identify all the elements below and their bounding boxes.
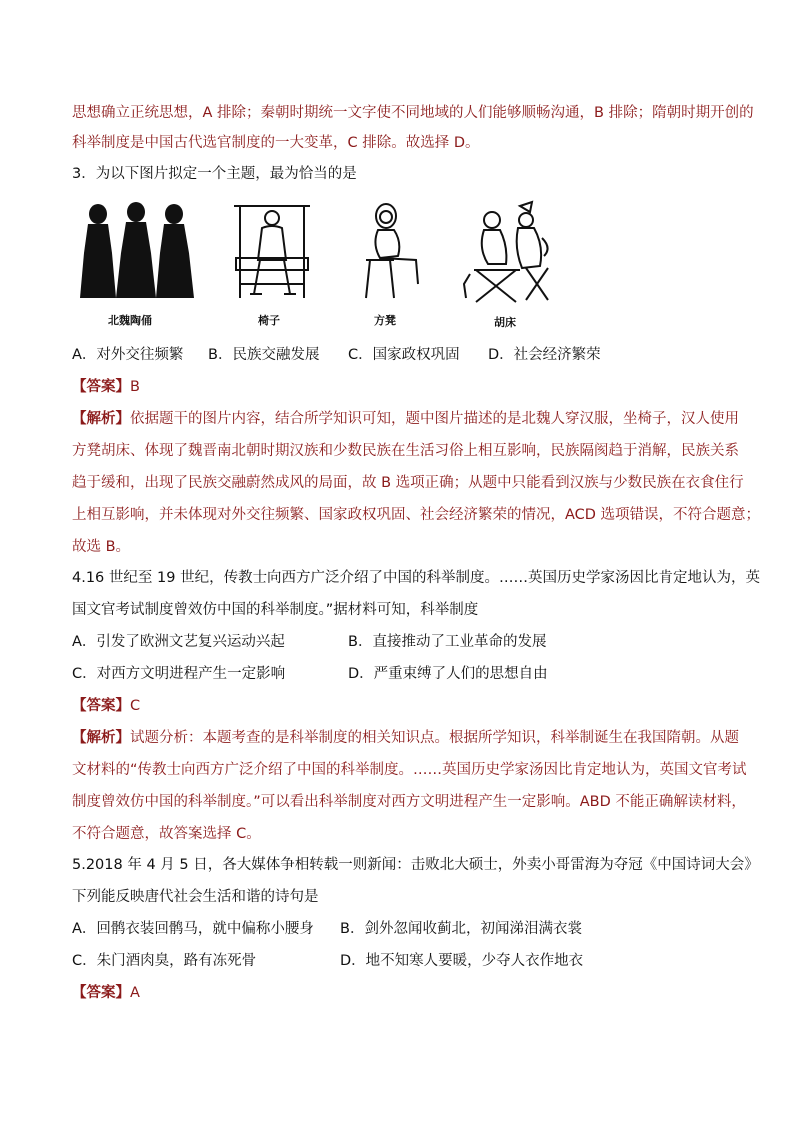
question-5-stem-2: 下列能反映唐代社会生活和谐的诗句是 bbox=[72, 889, 319, 905]
q4-option-c: C．对西方文明进程产生一定影响 bbox=[72, 666, 286, 682]
q4-option-a: A．引发了欧洲文艺复兴运动兴起 bbox=[72, 634, 285, 650]
question-4-stem-1: 4.16 世纪至 19 世纪，传教士向西方广泛介绍了中国的科举制度。……英国历史学家汤因比肯定地认为，英 bbox=[72, 570, 761, 586]
figurines-image bbox=[76, 198, 198, 308]
q5-option-b: B．剑外忽闻收蓟北，初闻涕泪满衣裳 bbox=[340, 921, 582, 937]
prev-explanation-line-1: 思想确立正统思想，A 排除；秦朝时期统一文字使不同地域的人们能够顺畅沟通，B 排除；隋朝时期开创的 bbox=[72, 105, 754, 121]
q3-answer bbox=[72, 377, 732, 397]
q4-answer-tag: 【答案】 bbox=[72, 698, 130, 714]
q5-option-a: A．回鹘衣装回鹘马，就中偏称小腰身 bbox=[72, 921, 314, 937]
q4-analysis-line-2: 文材料的“传教士向西方广泛介绍了中国的科举制度。……英国历史学家汤因比肯定地认为，英国文官考试 bbox=[72, 762, 747, 778]
stool-image bbox=[352, 198, 428, 308]
prev-explanation-line-2: 科举制度是中国古代选官制度的一大变革，C 排除。故选择 D。 bbox=[72, 135, 480, 151]
chair-image bbox=[226, 198, 318, 308]
q4-analysis-line-4: 不符合题意，故答案选择 C。 bbox=[72, 826, 261, 842]
q3-analysis-line-4: 上相互影响，并未体现对外交往频繁、国家政权巩固、社会经济繁荣的情况，ACD 选项错误，不符合题意； bbox=[72, 507, 761, 523]
question-5-stem-1: 5.2018 年 4 月 5 日，各大媒体争相转载一则新闻：击败北大硕士，外卖小哥雷海为夺冠《中国诗词大会》 bbox=[72, 857, 759, 873]
question-4-stem-2: 国文官考试制度曾效仿中国的科举制度。”据材料可知，科举制度 bbox=[72, 602, 479, 618]
q4-analysis-line-1 bbox=[72, 728, 739, 748]
q3-answer-value: B bbox=[130, 379, 140, 395]
q3-analysis-line-3: 趋于缓和，出现了民族交融蔚然成风的局面，故 B 选项正确；从题中只能看到汉族与少数民族在衣食住行 bbox=[72, 475, 744, 491]
q5-option-d: D．地不知寒人要暖，少夺人衣作地衣 bbox=[340, 953, 584, 969]
q4-analysis-line-3: 制度曾效仿中国的科举制度。”可以看出科举制度对西方文明进程产生一定影响。ABD 不能正确解读材料， bbox=[72, 794, 746, 810]
q3-answer-tag: 【答案】 bbox=[72, 379, 130, 395]
q3-analysis-line-1 bbox=[72, 409, 739, 429]
caption-figurines: 北魏陶俑 bbox=[108, 314, 152, 327]
q4-answer-value: C bbox=[130, 698, 141, 714]
q5-answer bbox=[72, 983, 732, 1003]
q3-option-c: C．国家政权巩固 bbox=[348, 347, 460, 363]
q5-answer-tag: 【答案】 bbox=[72, 985, 130, 1001]
caption-stool: 方凳 bbox=[374, 314, 396, 327]
q5-answer-value: A bbox=[130, 985, 140, 1001]
q3-option-b: B．民族交融发展 bbox=[208, 347, 320, 363]
caption-folding-stool: 胡床 bbox=[494, 316, 516, 329]
q3-analysis-line-2: 方凳胡床、体现了魏晋南北朝时期汉族和少数民族在生活习俗上相互影响，民族隔阂趋于消解，民族关系 bbox=[72, 443, 739, 459]
q3-analysis-tag: 【解析】 bbox=[72, 411, 130, 427]
q3-analysis-line-5: 故选 B。 bbox=[72, 539, 131, 555]
q5-option-c: C．朱门酒肉臭，路有冻死骨 bbox=[72, 953, 257, 969]
caption-chair: 椅子 bbox=[258, 314, 280, 327]
q4-analysis-tag: 【解析】 bbox=[72, 730, 130, 746]
q3-option-a: A．对外交往频繁 bbox=[72, 347, 184, 363]
q4-answer bbox=[72, 696, 732, 716]
question-3-stem: 3．为以下图片拟定一个主题，最为恰当的是 bbox=[72, 166, 357, 182]
q4-analysis-text-1: 试题分析：本题考查的是科举制度的相关知识点。根据所学知识，科举制诞生在我国隋朝。从题 bbox=[130, 730, 739, 746]
q3-option-d: D．社会经济繁荣 bbox=[488, 347, 601, 363]
q4-option-d: D．严重束缚了人们的思想自由 bbox=[348, 666, 548, 682]
q4-option-b: B．直接推动了工业革命的发展 bbox=[348, 634, 547, 650]
q3-analysis-text-1: 依据题干的图片内容，结合所学知识可知，题中图片描述的是北魏人穿汉服，坐椅子，汉人使用 bbox=[130, 411, 739, 427]
folding-stool-image bbox=[460, 198, 554, 310]
